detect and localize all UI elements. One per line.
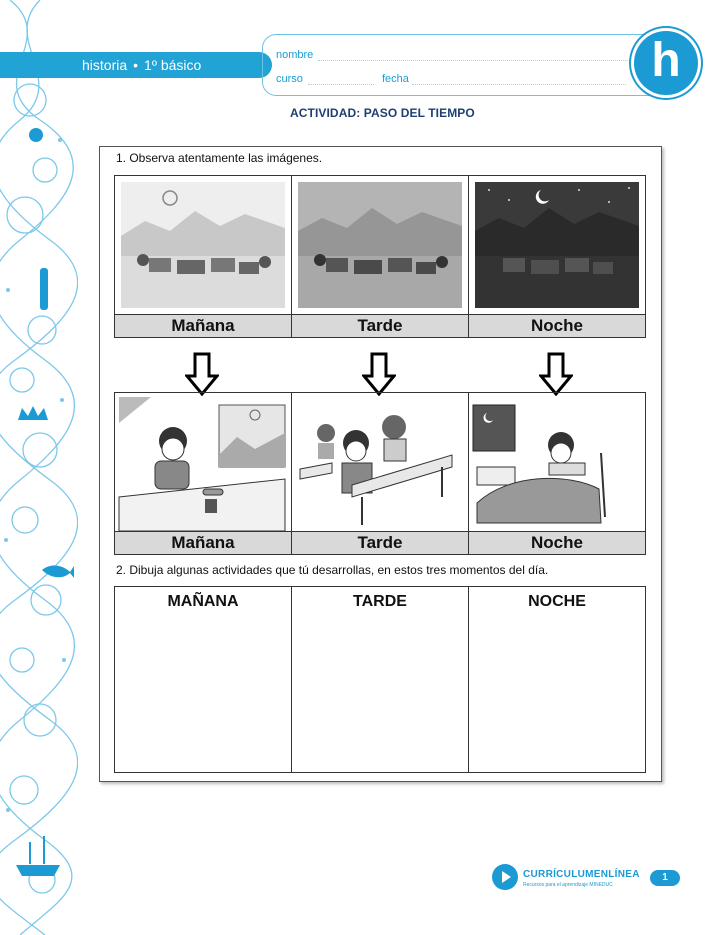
ship-icon — [16, 835, 60, 876]
afternoon-classroom-image — [291, 392, 469, 532]
subject-label: historia — [82, 57, 128, 73]
fish-icon — [42, 566, 74, 578]
night-bed-image — [468, 392, 646, 532]
course-field[interactable] — [308, 84, 374, 85]
footer-brand: CURRÍCULUMENLÍNEA — [523, 869, 640, 880]
morning-breakfast-image — [114, 392, 292, 532]
drawing-area-afternoon[interactable] — [291, 586, 469, 773]
landscape-label-morning: Mañana — [114, 314, 292, 338]
subject-banner — [0, 52, 272, 78]
separator-bullet: • — [133, 57, 139, 73]
h-logo: h — [634, 31, 698, 95]
grade-label: 1º básico — [144, 57, 202, 73]
student-info-box — [262, 34, 662, 96]
down-arrow-icon — [185, 352, 219, 396]
name-field[interactable] — [318, 60, 630, 61]
landscape-label-afternoon: Tarde — [291, 314, 469, 338]
course-label: curso — [276, 73, 303, 85]
night-landscape-image — [468, 175, 646, 315]
page-number: 1 — [650, 870, 680, 886]
instruction-2: 2. Dibuja algunas actividades que tú desarrollas, en estos tres momentos del día. — [116, 563, 549, 577]
decorative-swirl-border — [0, 0, 78, 935]
afternoon-landscape-image — [291, 175, 469, 315]
morning-landscape-image — [114, 175, 292, 315]
activity-label-night: Noche — [468, 531, 646, 555]
date-label: fecha — [382, 73, 409, 85]
name-label: nombre — [276, 49, 314, 61]
landscape-label-night: Noche — [468, 314, 646, 338]
crown-icon — [18, 406, 48, 420]
activity-title: ACTIVIDAD: PASO DEL TIEMPO — [290, 106, 475, 120]
drawing-area-night[interactable] — [468, 586, 646, 773]
drawing-heading-morning: MAÑANA — [167, 593, 239, 610]
drawing-area-morning[interactable] — [114, 586, 292, 773]
down-arrow-icon — [362, 352, 396, 396]
drawing-heading-night: NOCHE — [528, 593, 586, 610]
activity-label-afternoon: Tarde — [291, 531, 469, 555]
date-field[interactable] — [412, 84, 626, 85]
globe-icon — [29, 128, 43, 142]
down-arrow-icon — [539, 352, 573, 396]
drawing-heading-afternoon: TARDE — [353, 593, 407, 610]
activity-label-morning: Mañana — [114, 531, 292, 555]
instruction-1: 1. Observa atentamente las imágenes. — [116, 151, 323, 165]
explorer-icon — [40, 268, 48, 310]
play-logo-icon — [492, 864, 518, 890]
footer-tagline: Recursos para el aprendizaje MINEDUC — [523, 882, 613, 888]
